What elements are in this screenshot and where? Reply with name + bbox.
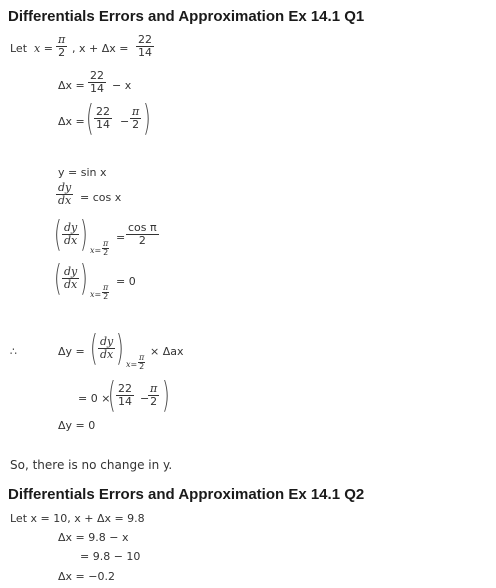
- left-paren: (: [108, 375, 116, 416]
- fraction-22-14: [136, 34, 154, 59]
- delta-x-equals: Δx =: [58, 79, 85, 92]
- x-plus-delta-x: , x + Δx =: [72, 42, 129, 55]
- subscript-x-equals: x=: [90, 246, 102, 255]
- subscript-x-equals: x=: [90, 290, 102, 299]
- fraction-denominator: 14: [96, 118, 110, 131]
- subscript-pi-over-two: [138, 354, 145, 371]
- fraction-22-14: [88, 70, 106, 95]
- equals-cosx: = cos x: [80, 191, 122, 204]
- fraction-numerator: π: [103, 239, 109, 248]
- fraction-denominator: 2: [103, 292, 109, 301]
- delta-y-equals-zero: Δy = 0: [58, 419, 96, 432]
- fraction-denominator: 14: [118, 395, 132, 408]
- fraction-numerator: 22: [118, 382, 132, 395]
- fraction-numerator: 22: [96, 105, 110, 118]
- right-paren: ): [116, 328, 124, 369]
- right-paren: ): [80, 214, 88, 255]
- fraction-numerator: π: [132, 105, 140, 118]
- minus-sign: −: [120, 115, 130, 128]
- y-equals-sinx: y = sin x: [58, 166, 107, 179]
- dy-dx-fraction: [98, 336, 115, 361]
- q2-step-3: Δx = −0.2: [58, 570, 115, 583]
- fraction-numerator: 22: [90, 69, 104, 82]
- fraction-denominator: 2: [150, 395, 158, 408]
- fraction-denominator: dx: [64, 278, 78, 291]
- equals-sign: =: [116, 231, 126, 244]
- x-equals: x =: [34, 42, 53, 55]
- fraction-numerator: π: [103, 283, 109, 292]
- times-delta-ax: × Δax: [150, 345, 184, 358]
- dy-dx-fraction: [62, 266, 79, 291]
- minus-x: − x: [112, 79, 132, 92]
- therefore-symbol: ∴: [10, 345, 17, 358]
- cospi-over-two-fraction: [126, 222, 159, 247]
- equals-zero: = 0: [116, 275, 136, 288]
- fraction-denominator: 2: [138, 234, 146, 247]
- left-paren: (: [54, 214, 62, 255]
- let-text: Let: [10, 42, 28, 55]
- q2-step-1: Δx = 9.8 − x: [58, 531, 129, 544]
- delta-x-equals: Δx =: [58, 115, 85, 128]
- fraction-denominator: 2: [103, 248, 109, 257]
- delta-y-equals: Δy =: [58, 345, 85, 358]
- minus-sign: −: [140, 392, 150, 405]
- pi-over-two-fraction: [148, 383, 159, 408]
- q2-let-line: Let x = 10, x + Δx = 9.8: [10, 512, 145, 525]
- left-paren: (: [86, 98, 94, 139]
- fraction-22-14: [116, 383, 134, 408]
- fraction-22-14: [94, 106, 112, 131]
- fraction-denominator: 2: [139, 362, 145, 371]
- fraction-numerator: π: [139, 353, 145, 362]
- dy-dx-fraction: [56, 182, 73, 207]
- subscript-pi-over-two: [102, 284, 109, 301]
- pi-over-two-fraction: [56, 34, 67, 59]
- fraction-numerator: 22: [138, 33, 152, 46]
- pi-over-two-fraction: [130, 106, 141, 131]
- subscript-pi-over-two: [102, 240, 109, 257]
- fraction-numerator: dy: [58, 181, 72, 194]
- fraction-numerator: π: [58, 33, 66, 46]
- q2-step-2: = 9.8 − 10: [80, 550, 141, 563]
- fraction-denominator: dx: [64, 234, 78, 247]
- fraction-denominator: 14: [138, 46, 152, 59]
- fraction-numerator: dy: [100, 335, 114, 348]
- fraction-numerator: cos π: [128, 221, 157, 234]
- zero-times: = 0 ×: [78, 392, 111, 405]
- fraction-numerator: dy: [64, 221, 78, 234]
- left-paren: (: [90, 328, 98, 369]
- fraction-denominator: 2: [58, 46, 66, 59]
- q2-heading: Differentials Errors and Approximation Ex 14.1 Q2: [8, 486, 365, 503]
- subscript-x-equals: x=: [126, 360, 138, 369]
- right-paren: ): [143, 98, 151, 139]
- fraction-numerator: dy: [64, 265, 78, 278]
- fraction-denominator: 14: [90, 82, 104, 95]
- fraction-denominator: 2: [132, 118, 140, 131]
- fraction-denominator: dx: [100, 348, 114, 361]
- right-paren: ): [162, 375, 170, 416]
- left-paren: (: [54, 258, 62, 299]
- dy-dx-fraction: [62, 222, 79, 247]
- fraction-numerator: π: [150, 382, 158, 395]
- fraction-denominator: dx: [58, 194, 72, 207]
- right-paren: ): [80, 258, 88, 299]
- q1-heading: Differentials Errors and Approximation Ex 14.1 Q1: [8, 8, 365, 25]
- conclusion-text: So, there is no change in y.: [10, 458, 173, 472]
